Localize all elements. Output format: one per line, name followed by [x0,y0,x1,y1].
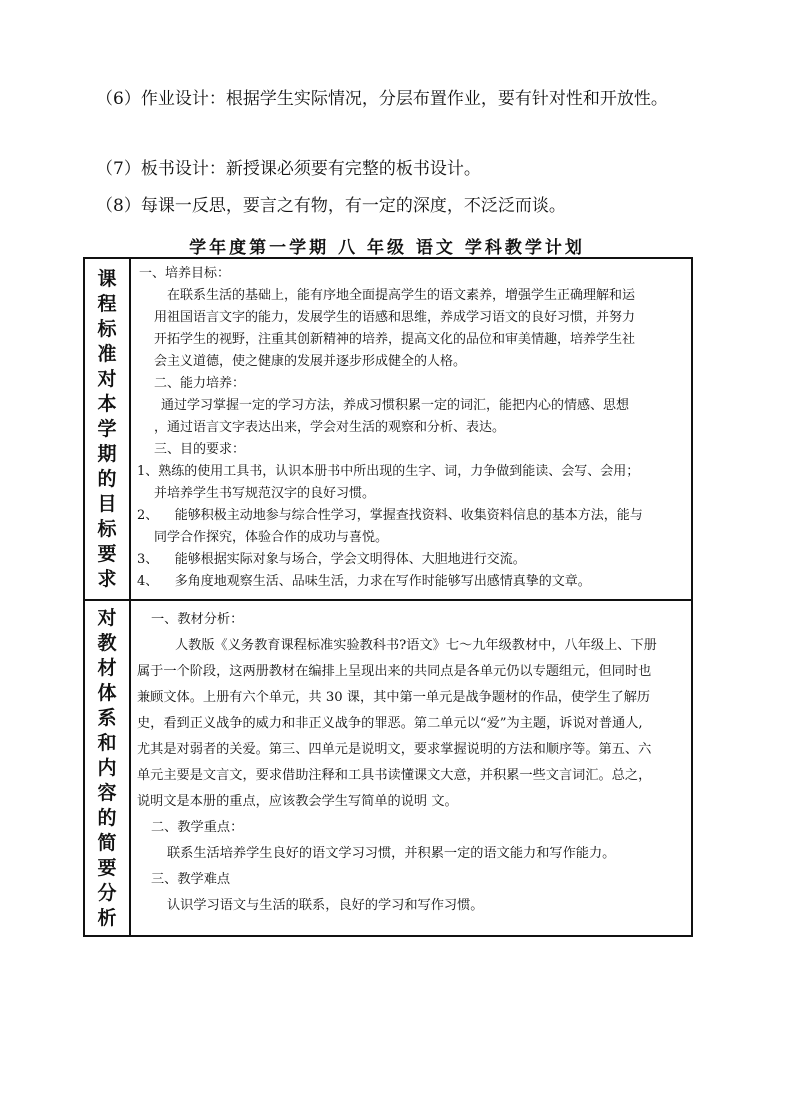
row-label-text: 课程标准对本学期的目标要求 [97,267,117,590]
intro-item-7: （7）板书设计：新授课必须要有完整的板书设计。 [96,159,481,179]
section-heading: 二、教学重点： [151,820,244,835]
row-label-material-analysis [84,600,130,936]
text-line: 史，看到正义战争的威力和非正义战争的罪恶。第二单元以“爱”为主题，诉说对普通人, [137,716,643,731]
intro-item-8: （8）每课一反思，要言之有物，有一定的深度，不泛泛而谈。 [96,196,566,216]
text-line: 会主义道德，使之健康的发展并逐步形成健全的人格。 [154,354,467,369]
text-line: 属于一个阶段，这两册教材在编排上呈现出来的共同点是各单元仍以专题组元，但同时也 [137,664,652,679]
text-line: 认识学习语文与生活的联系，良好的学习和写作习惯。 [167,898,484,913]
text-line: 联系生活培养学生良好的语文学习习惯，并积累一定的语文能力和写作能力。 [167,846,616,861]
text-line: ，通过语言文字表达出来，学会对生活的观察和分析、表达。 [154,420,506,435]
text-line: 在联系生活的基础上，能有序地全面提高学生的语文素养，增强学生正确理解和运 [167,288,636,303]
text-line: 通过学习掌握一定的学习方法，养成习惯积累一定的词汇，能把内心的情感、思想 [161,398,630,413]
section-heading: 一、培养目标： [139,266,231,281]
section-heading: 三、目的要求： [154,442,246,457]
text-line: 同学合作探究，体验合作的成功与喜悦。 [154,530,389,545]
row-content-material-analysis [130,600,692,936]
text-line: 兼顾文体。上册有六个单元，共 30 课，其中第一单元是战争题材的作品，使学生了解历 [137,690,651,705]
table-row [84,600,692,936]
section-heading: 三、教学难点 [151,872,231,887]
list-item: 2、 能够积极主动地参与综合性学习，掌握查找资料、收集资料信息的基本方法，能与 [137,508,643,523]
row-label-curriculum-goals [84,258,130,600]
row-label-text: 对教材体系和内容的简要分析 [97,606,117,929]
list-item: 4、 多角度地观察生活、品味生活，力求在写作时能够写出感情真挚的文章。 [137,574,591,589]
section-heading: 二、能力培养： [154,376,246,391]
intro-item-6: （6）作业设计：根据学生实际情况，分层布置作业，要有针对性和开放性。 [96,89,668,109]
text-line: 用祖国语言文字的能力，发展学生的语感和思维，养成学习语文的良好习惯，并努力 [154,310,636,325]
teaching-plan-table [83,257,693,937]
text-line: 单元主要是文言文，要求借助注释和工具书读懂课文大意，并积累一些文言词汇。总之， [137,768,652,783]
row-content-curriculum-goals [130,258,692,600]
page-title: 学年度第一学期 八 年级 语文 学科教学计划 [189,238,585,258]
list-item: 1、熟练的使用工具书，认识本册书中所出现的生字、词，力争做到能读、会写、会用； [137,464,640,479]
table-row [84,258,692,600]
text-line: 开拓学生的视野，注重其创新精神的培养，提高文化的品位和审美情趣，培养学生社 [154,332,636,347]
text-line: 并培养学生书写规范汉字的良好习惯。 [154,486,376,501]
text-line: 人教版《义务教育课程标准实验教科书?语文》七～九年级教材中，八年级上、下册 [175,638,657,653]
list-item: 3、 能够根据实际对象与场合，学会文明得体、大胆地进行交流。 [137,552,526,567]
text-line: 尤其是对弱者的关爱。第三、四单元是说明文，要求掌握说明的方法和顺序等。第五、六 [137,742,652,757]
section-heading: 一、教材分析： [151,612,244,627]
text-line: 说明文是本册的重点，应该教会学生写简单的说明 文。 [137,794,458,809]
